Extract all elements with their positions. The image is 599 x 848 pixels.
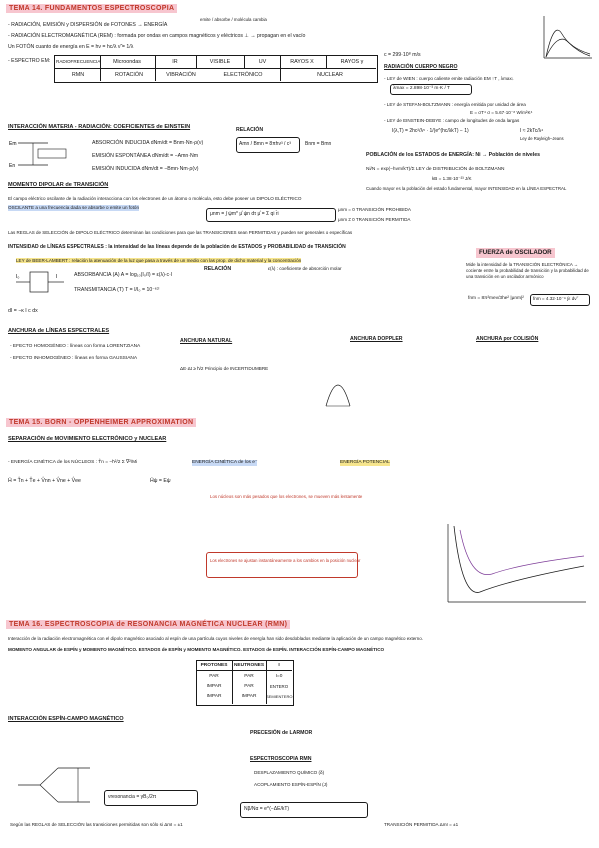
stefan-law: - LEY de STEFAN-BOLTZMANN : energía emitida por unidad de área	[384, 102, 526, 107]
einstein-law: - LEY de EINSTEIN-DEBYE : campo de longitudes de onda largas	[384, 118, 520, 123]
spec-rmn: RMN	[71, 72, 85, 78]
efecto-homogeneo: - EFECTO HOMOGÉNEO : líneas con forma LORENTZIANA	[10, 344, 141, 349]
energia-cinetica-nucleos: - ENERGÍA CINÉTICA de los NÚCLEOS : T̂n = −ħ²/2 Σ ∇²/Mi	[8, 460, 138, 465]
td: ENTERO	[269, 684, 289, 689]
espin-title: MOMENTO ANGULAR de ESPÍN y MOMENTO MAGNÉTICO. ESTADOS de ESPÍN y MOMENTO MAGNÉTICO. ESTADOS de ESPÍN. INTERACCIÓN ESPÍN-CAMPO MAGNÉTICO	[8, 647, 385, 652]
poblacion-note: Cuando mayor es la población del estado fundamental, mayor INTENSIDAD en la LÍNEA ESPECTRAL	[366, 186, 567, 191]
speed-light: c = 299·10⁸ m/s	[384, 52, 421, 58]
spec-sep	[196, 55, 197, 68]
spec-vibracion: VIBRACIÓN	[166, 72, 196, 78]
svg-text:En: En	[9, 163, 16, 169]
zeeman-splitting-diagram	[14, 760, 94, 810]
th-neutrones: NEUTRONES	[233, 663, 265, 668]
radiacion-line: - RADIACIÓN, EMISIÓN y DISPERSIÓN de FOTONES → ENERGÍA	[8, 22, 168, 28]
svg-text:Em: Em	[9, 141, 17, 147]
spec-ir: IR	[172, 59, 178, 65]
rj-label: Ley de Rayleigh–Jeans	[520, 136, 564, 141]
bo-note-2: Los electrones se ajustan instantáneamente a los cambios en la posición nuclear	[210, 558, 361, 563]
svg-text:I: I	[56, 274, 58, 280]
efecto-inhomogeneo: - EFECTO INHOMOGÉNEO : líneas en forma GAUSSIANA	[10, 356, 138, 361]
th-protones: PROTONES	[200, 663, 228, 668]
th-i: I	[278, 663, 280, 668]
fnm-eq2: fnm = 4.32·10⁻⁹ ∫ε dν̃	[533, 296, 577, 301]
spec-rayos-gamma: RAYOS γ	[340, 59, 364, 65]
spec-sep	[100, 55, 101, 81]
tema16-title: TEMA 16. ESPECTROSCOPIA de RESONANCIA MAGNÉTICA NUCLEAR (RMN)	[6, 620, 290, 629]
energia-note: emite / absorbe / molécula cambia	[200, 17, 267, 22]
td: PAR	[244, 684, 254, 689]
td: IMPAR	[241, 694, 257, 699]
interaccion-title: INTERACCIÓN MATERIA - RADIACIÓN: COEFICIENTES de EINSTEIN	[8, 124, 191, 130]
epsilon-def: ε(λ) : coeficiente de absorción molar	[268, 266, 342, 271]
separacion-title: SEPARACIÓN de MOVIMIENTO ELECTRÓNICO y NUCLEAR	[8, 436, 167, 442]
spec-sep	[326, 55, 327, 68]
spec-sep	[155, 55, 156, 81]
dipolo-title: MOMENTO DIPOLAR de TRANSICIÓN	[8, 182, 109, 188]
td: IMPAR	[206, 684, 222, 689]
heisenberg: ΔE·Δt ≥ ħ/2 Principio de INCERTIDUMBRE	[180, 366, 269, 371]
anchura-colision: ANCHURA por COLISIÓN	[476, 336, 539, 342]
table-rule	[196, 670, 292, 671]
transicion-prohibida: μnm = 0 TRANSICIÓN PROHIBIDA	[338, 207, 411, 212]
spec-visible: VISIBLE	[209, 59, 231, 65]
transicion-permitida: μnm ≠ 0 TRANSICIÓN PERMITIDA	[338, 217, 411, 222]
oscilante-text: OSCILANTE a una frecuencia dada se absorbe o emite un fotón	[8, 205, 140, 210]
relacion-label: RELACIÓN	[236, 127, 264, 133]
gaussian-peak-sketch	[324, 370, 352, 410]
td: SEMIENTERO	[266, 694, 293, 699]
svg-text:I₀: I₀	[16, 274, 20, 280]
absorcion-inducida: ABSORCIÓN INDUCIDA dNm/dt = Bnm·Nn·ρ(ν)	[92, 140, 204, 146]
spec-rotacion: ROTACIÓN	[114, 72, 144, 78]
rj-eq: I ≈ 2kTc/λ⁴	[520, 128, 544, 134]
acoplamiento: ACOPLAMIENTO ESPÍN-ESPÍN (J)	[254, 782, 328, 787]
reglas-rmn: Según las REGLAS de SELECCIÓN las transiciones permitidas son sólo si ΔmI = ±1	[10, 822, 183, 827]
bo-note-1: Los núcleos son más pesados que los electrones, se mueven más lentamente	[210, 494, 363, 499]
energia-potencial: ENERGÍA POTENCIAL	[340, 460, 390, 465]
poblacion-title: POBLACIÓN de los ESTADOS de ENERGÍA: Ni → Población de niveles	[366, 152, 541, 158]
boltzmann-dist: Ni/N = exp(−hνm/kT)/Σ LEY de DISTRIBUCIÓN de BOLTZMANN	[366, 167, 505, 172]
boltz-rmn: Nβ/Nα = e^(−ΔE/kT)	[244, 806, 290, 812]
spec-rayos-x: RAYOS X	[290, 59, 314, 65]
reglas-seleccion: Las REGLAS de SELECCIÓN de DIPOLO ELÉCTRICO determinan las condiciones para que las TRANSICIONES sean PERMITIDAS y pueden ser generales o específicas	[8, 230, 353, 235]
intensidad-title: INTENSIDAD de LÍNEAS ESPECTRALES : la intensidad de las líneas depende de la población de ESTADOS y PROBABILIDAD de TRANSICIÓN	[8, 244, 346, 250]
rmn-espectroscopia: ESPECTROSCOPIA RMN	[250, 756, 312, 762]
relacion-eq2: Bnm = Bmn	[305, 141, 332, 147]
dipolo-eq: μnm = ∫ ψm* μ̂ ψn dτ μ̂ = Σ qi r̄i	[210, 211, 279, 217]
stefan-eq: E = σT⁴ σ = 5.67·10⁻⁸ W/m²K⁴	[470, 110, 533, 115]
bo-note-box	[206, 552, 361, 578]
spec-sep	[244, 55, 245, 68]
anchura-doppler: ANCHURA DOPPLER	[350, 336, 403, 342]
absorbancia: ABSORBANCIA (A) A = log₁₀(I₀/I) = ε(λ)·c·l	[74, 272, 173, 278]
tema15-title: TEMA 15. BORN - OPPENHEIMER APPROXIMATION	[6, 418, 196, 427]
spec-uv: UV	[258, 59, 267, 65]
anchura-natural: ANCHURA NATURAL	[180, 338, 233, 344]
emision-espontanea: EMISIÓN ESPONTÁNEA dNm/dt = −Amn·Nm	[92, 153, 199, 159]
kb-const: kB = 1.38·10⁻²³ J/K	[432, 176, 472, 181]
spec-electronico: ELECTRÓNICO	[223, 72, 263, 78]
spec-microondas: Microondas	[113, 59, 141, 65]
rem-line: - RADIACIÓN ELECTROMAGNÉTICA (REM) : formada por ondas en campos magnéticos y eléctricos ⊥ → propagan en el vacío	[8, 33, 306, 39]
td: PAR	[209, 674, 219, 679]
beer-lambert: LEY de BEER-LAMBERT : relación la atenuación de la luz que pasa a través de un medio con las prop. de dicho material y la concentración	[16, 258, 302, 263]
relacion-eq: Amn / Bmn = 8πhν³ / c³	[239, 141, 291, 147]
td: I=0	[275, 674, 283, 679]
desplazamiento: DESPLAZAMIENTO QUÍMICO (δ)	[254, 770, 325, 775]
spec-sep	[280, 55, 281, 81]
wien-eq: λmax = 2.898·10⁻³ m·K / T	[393, 86, 450, 91]
integrated-law: dI = −κ I c dx	[8, 308, 38, 314]
anchura-title: ANCHURA de LÍNEAS ESPECTRALES	[8, 328, 110, 334]
transicion-permitida-rmn: TRANSICIÓN PERMITIDA ΔmI = ±1	[384, 822, 459, 827]
hamiltoniano: Ĥ = T̂n + T̂e + V̂nn + V̂ne + V̂ee	[8, 478, 81, 484]
spectrum-divider	[54, 68, 376, 69]
td: PAR	[244, 674, 254, 679]
tema14-title: TEMA 14. FUNDAMENTOS ESPECTROSCOPIA	[6, 4, 177, 13]
energia-cinetica-e: ENERGÍA CINÉTICA de los e⁻	[192, 460, 258, 465]
spec-radiofrecuencia: RADIOFRECUENCIA	[56, 59, 101, 64]
emision-inducida: EMISIÓN INDUCIDA dNm/dt = −Bmn·Nm·ρ(ν)	[92, 166, 199, 172]
dipolo-text: El campo eléctrico oscilante de la radiación interacciona con los electrones de un átomo o molécula, esto debe poseer un DIPOLO ELÉCTRICO	[8, 196, 302, 201]
resonance-eq: νresonancia = γB₀/2π	[108, 794, 157, 800]
interaccion-espin-title: INTERACCIÓN ESPÍN-CAMPO MAGNÉTICO	[8, 716, 124, 722]
transmitancia: TRANSMITANCIA (T) T = I/I₀ = 10⁻ᵋᶜˡ	[74, 287, 160, 293]
foton-line: Un FOTÓN cuanto de energía en E = hν = hc/λ ν̃ = 1/λ	[8, 44, 134, 50]
planck-eq: I(λ,T) = 2hc²/λ⁵ · 1/(e^(hc/λkT) − 1)	[392, 128, 469, 134]
cuvette-diagram	[16, 268, 66, 296]
cuerpo-negro-title: RADIACIÓN CUERPO NEGRO	[384, 64, 458, 70]
larmor-title: PRECESIÓN de LARMOR	[250, 730, 313, 736]
relacion2-label: RELACIÓN	[204, 266, 232, 272]
energy-levels-diagram	[8, 135, 80, 173]
td: IMPAR	[206, 694, 222, 699]
fnm-eq: fnm = 8π²meν/3he² |μnm|²	[468, 296, 524, 301]
rmn-intro: Interacción de la radiación electromagnética con el dipolo magnético asociado al espín de una partícula cuyos niveles de energía han sido desdoblados mediante la aplicación de un campo magnético externo.	[8, 636, 424, 641]
wien-law: - LEY de WIEN : cuerpo caliente emite radiación EM ↑T , λmax↓	[384, 76, 515, 81]
fuerza-oscilador-title: FUERZA de OSCILADOR	[476, 248, 555, 258]
blackbody-curve-sketch	[540, 14, 595, 62]
spec-nuclear: NUCLEAR	[317, 72, 343, 78]
fuerza-oscilador-text: Mide la intensidad de la TRANSICIÓN ELECTRÓNICA → cociente entre la probabilidad de transición y la probabilidad de una transición en un oscilador armónico	[466, 262, 589, 279]
schrodinger-eq: Ĥψ = Eψ	[150, 478, 171, 484]
espectro-label: - ESPECTRO EM:	[8, 58, 51, 64]
potential-energy-curve	[440, 520, 590, 610]
